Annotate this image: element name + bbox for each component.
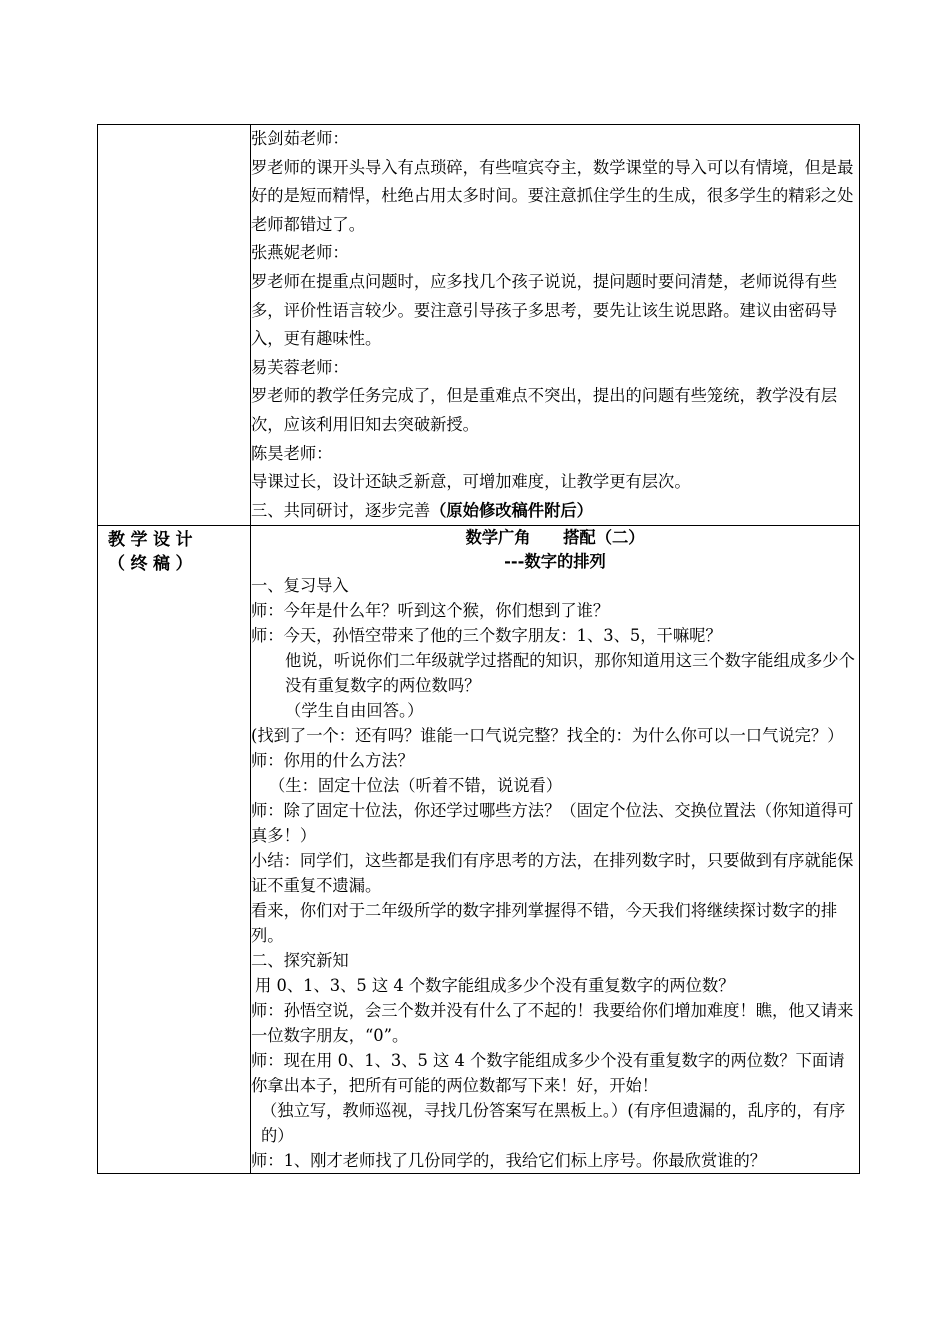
design-label: 教学设计（终稿） [108, 530, 198, 575]
lesson-line: 师：你用的什么方法？ [251, 751, 414, 771]
lesson-line: 师：现在用 0、1、3、5 这 4 个数字能组成多少个没有重复数字的两位数？下面请你拿出本子，把所有可能的两位数都写下来！好，开始！ [251, 1051, 845, 1096]
section-three-text: 三、共同研讨，逐步完善 [251, 500, 431, 520]
lesson-line: 师：除了固定十位法，你还学过哪些方法？（固定个位法、交换位置法（你知道得可真多！） [251, 801, 854, 846]
lesson-line: 看来，你们对于二年级所学的数字排列掌握得不错，今天我们将继续探讨数字的排列。 [251, 901, 838, 946]
section-three-heading [251, 497, 859, 526]
lesson-title: 数学广角 搭配（二） [465, 528, 645, 548]
lesson-line: （独立写，教师巡视，寻找几份答案写在黑板上。）(有序但遗漏的，乱序的，有序的） [261, 1101, 846, 1146]
review-comment: 罗老师的课开头导入有点琐碎，有些喧宾夺主，数学课堂的导入可以有情境，但是最好的是短而精悍，杜绝占用太多时间。要注意抓住学生的生成，很多学生的精彩之处老师都错过了。 [251, 157, 854, 234]
teacher-name: 张燕妮老师： [251, 243, 349, 263]
lesson-line: （学生自由回答。） [285, 701, 424, 721]
lesson-line: 师：孙悟空说，会三个数并没有什么了不起的！我要给你们增加难度！瞧，他又请来一位数字朋友，“0”。 [251, 1001, 854, 1046]
section-heading: 一、复习导入 [251, 576, 349, 596]
lesson-line: 小结：同学们，这些都是我们有序思考的方法，在排列数字时，只要做到有序就能保证不重复不遗漏。 [251, 851, 854, 896]
teacher-name: 张剑茹老师： [251, 129, 349, 148]
design-label-cell [98, 526, 251, 1174]
lesson-line: 师：今天，孙悟空带来了他的三个数字朋友：1、3、5，干嘛呢？ [251, 626, 722, 646]
design-row [98, 526, 860, 1174]
section-three-note: （原始修改稿件附后） [430, 500, 593, 520]
lesson-line: 他说，听说你们二年级就学过搭配的知识，那你知道用这三个数字能组成多少个没有重复数字的两位数吗？ [285, 651, 855, 696]
lesson-line: 用 0、1、3、5 这 4 个数字能组成多少个没有重复数字的两位数？ [255, 976, 735, 996]
review-comment: 导课过长，设计还缺乏新意，可增加难度，让教学更有层次。 [251, 472, 691, 492]
review-row [98, 125, 860, 526]
review-content-cell [251, 125, 860, 526]
design-content-cell [251, 526, 860, 1174]
lesson-line: 师：1、刚才老师找了几份同学的，我给它们标上序号。你最欣赏谁的？ [251, 1151, 767, 1171]
review-comment: 罗老师的教学任务完成了，但是重难点不突出，提出的问题有些笼统，教学没有层次，应该利用旧知去突破新授。 [251, 386, 838, 434]
teacher-name: 陈昊老师： [251, 443, 333, 463]
review-label-cell [98, 125, 251, 526]
lesson-line: 师：今年是什么年？听到这个猴，你们想到了谁？ [251, 601, 610, 621]
section-heading: 二、探究新知 [251, 951, 349, 971]
lesson-line: (找到了一个：还有吗？谁能一口气说完整？找全的：为什么你可以一口气说完？） [251, 726, 844, 746]
lesson-subtitle: ---数字的排列 [504, 552, 606, 572]
teacher-name: 易芙蓉老师： [251, 357, 349, 377]
lesson-line: （生：固定十位法（听着不错，说说看） [269, 776, 563, 796]
review-comment: 罗老师在提重点问题时，应多找几个孩子说说，提问题时要问清楚，老师说得有些多，评价性语言较少。要注意引导孩子多思考，要先让该生说思路。建议由密码导入，更有趣味性。 [251, 271, 838, 349]
document-table [97, 124, 860, 1174]
